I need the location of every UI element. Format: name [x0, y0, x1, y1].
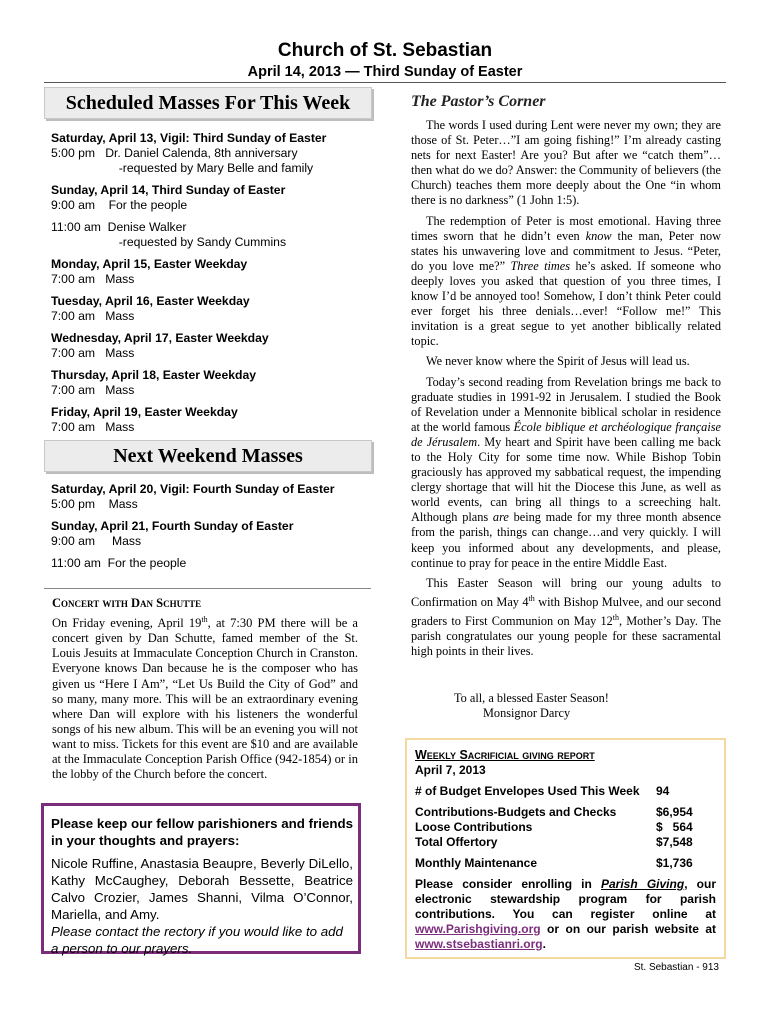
mass-line: 5:00 pm Mass [51, 497, 138, 511]
page-footer: St. Sebastian - 913 [633, 962, 719, 973]
pastor-corner-heading: The Pastor’s Corner [411, 93, 546, 110]
mass-day: Sunday, April 14, Third Sunday of Easter [51, 183, 286, 197]
page-title: Church of St. Sebastian [277, 40, 493, 61]
mass-day: Sunday, April 21, Fourth Sunday of Easter [51, 519, 294, 533]
signoff-greeting: To all, a blessed Easter Season! [454, 691, 609, 705]
next-weekend-list [51, 482, 369, 578]
mass-line: 7:00 am Mass [51, 346, 135, 360]
mass-line: 5:00 pm Dr. Daniel Calenda, 8th anniversary [51, 146, 298, 160]
giving-row-value: $ 564 [656, 820, 693, 834]
giving-row-value: 94 [656, 784, 670, 798]
pastor-paragraph: This Easter Season will bring our young adults to Confirmation on May 4th with Bishop Mulvee, and our second graders to First Communion on May 12th, Mother’s Day. The parish congratulates our young people for these sacramental high points in their lives. [411, 575, 722, 659]
giving-row [415, 805, 716, 820]
masses-heading: Scheduled Masses For This Week [44, 87, 372, 119]
prayer-heading: Please keep our fellow parishioners and friends in your thoughts and prayers: [51, 816, 353, 848]
mass-line: -requested by Mary Belle and family [51, 161, 314, 175]
mass-group [51, 131, 369, 176]
mass-schedule-list [51, 131, 369, 442]
mass-group [51, 183, 369, 213]
page-subtitle: April 14, 2013 — Third Sunday of Easter [247, 64, 523, 80]
mass-line: 7:00 am Mass [51, 420, 135, 434]
pastor-paragraph: Today’s second reading from Revelation brings me back to graduate studies in 1991-92 in Jerusalem. I studied the Book of Revelation under a Mennonite biblical scholar in residence at the world famous École biblique et archéologique française de Jérusalem. My heart and Spirit have been calling me back to the Holy City for some time now. While Bishop Tobin graciously has approved my sabbatical request, the impending clergy shortage that will hit the Diocese this June, as well as world events, can bring all things to a screeching halt. Although plans are being made for my three month absence from the parish, things can change…and very quickly. I will keep you informed about any developments, and please, continue to pray for peace in the entire Middle East. [411, 374, 722, 570]
mass-line: 7:00 am Mass [51, 309, 135, 323]
giving-row-value: $7,548 [656, 835, 693, 849]
parish-website-link[interactable]: www.stsebastianri.org [415, 937, 543, 951]
mass-group [51, 257, 369, 287]
mass-group [51, 368, 369, 398]
giving-note-text: Please consider enrolling in [415, 877, 601, 891]
giving-report-table [415, 784, 716, 871]
mass-group [51, 405, 369, 435]
giving-report-date: April 7, 2013 [415, 763, 486, 777]
concert-body: On Friday evening, April 19th, at 7:30 PM there will be a concert given by Dan Schutte, famed member of the St. Louis Jesuits at Immaculate Conception Church in Cranston. Everyone knows Dan because he is the composer who has given us “Here I Am”, “Let Us Build the City of God” and so many, many more. This will be an extraordinary evening where Dan will explore with his listeners the wonderful songs of his new album. This will be an evening you will not want to miss. Tickets for this event are $10 and are available at the Immaculate Conception Parish Office (942-1854) or in the lobby of the Church before the concert. [52, 615, 358, 782]
giving-row [415, 820, 716, 835]
mass-line: 7:00 am Mass [51, 383, 135, 397]
header-divider [44, 82, 726, 83]
mass-line: 11:00 am Denise Walker [51, 220, 187, 234]
next-weekend-heading: Next Weekend Masses [44, 440, 372, 472]
pastor-signoff [411, 691, 721, 721]
giving-report-title: Weekly Sacrificial giving report [415, 748, 595, 762]
prayer-note: Please contact the rectory if you would like to add a person to our prayers. [51, 924, 343, 956]
prayer-box [41, 803, 361, 954]
giving-row [415, 856, 716, 871]
mass-day: Wednesday, April 17, Easter Weekday [51, 331, 269, 345]
giving-note [415, 877, 716, 952]
prayer-names: Nicole Ruffine, Anastasia Beaupre, Beverly DiLello, Kathy McCaughey, Deborah Bessette, Beatrice Calvo Crozier, James Shanni, Vilma O’Connor, Mariella, and Amy. [51, 856, 353, 922]
mass-day: Thursday, April 18, Easter Weekday [51, 368, 257, 382]
pastor-paragraph: The redemption of Peter is most emotional. Having three times sworn that he didn’t even know the man, Peter now states his unwavering love and commitment to Jesus. “Peter, do you love me?” Three times he’s asked. If someone who deeply loves you asked that question of you three times, I know I’d be annoyed too! Somehow, I don’t think Peter could ever forget his three denials…ever! “Follow me!” This invitation is a great segue to yet another biblically related topic. [411, 213, 721, 349]
mass-group [51, 294, 369, 324]
giving-row-value: $6,954 [656, 805, 693, 819]
giving-note-text: or on our parish website at [540, 922, 716, 936]
giving-row-label: Total Offertory [415, 835, 498, 849]
mass-group [51, 519, 369, 549]
concert-heading: Concert with Dan Schutte [52, 596, 202, 610]
giving-row-label: Monthly Maintenance [415, 856, 538, 870]
mass-group [51, 556, 369, 571]
mass-group [51, 331, 369, 361]
mass-line: 11:00 am For the people [51, 556, 187, 570]
pastor-paragraph: The words I used during Lent were never my own; they are those of St. Peter…”I am going fishing!” I’m already casting nets for next Easter! Are you? But after we “catch them”… then what do we do? Answer: the Community of believers (the Church) teaches them more deeply about the One “in whom there is no darkness” (1 John 1:5). [411, 118, 721, 208]
mass-day: Friday, April 19, Easter Weekday [51, 405, 238, 419]
mass-line: 7:00 am Mass [51, 272, 135, 286]
parish-giving-label: Parish Giving [601, 877, 685, 891]
giving-row-label: Loose Contributions [415, 820, 533, 834]
giving-row [415, 784, 716, 799]
giving-row-label: Contributions-Budgets and Checks [415, 805, 617, 819]
mass-group [51, 220, 369, 250]
giving-row-label: # of Budget Envelopes Used This Week [415, 784, 640, 798]
giving-row-value: $1,736 [656, 856, 693, 870]
giving-row [415, 835, 716, 850]
mass-day: Saturday, April 20, Vigil: Fourth Sunday of Easter [51, 482, 335, 496]
mass-day: Saturday, April 13, Vigil: Third Sunday of Easter [51, 131, 327, 145]
parishgiving-link[interactable]: www.Parishgiving.org [415, 922, 541, 936]
giving-report-box [405, 738, 726, 959]
pastor-corner-body [411, 118, 721, 664]
giving-note-text: , our electronic stewardship program for parish contributions. You can register online at [415, 877, 717, 921]
giving-note-text: . [542, 937, 546, 951]
mass-line: 9:00 am For the people [51, 198, 188, 212]
mass-day: Monday, April 15, Easter Weekday [51, 257, 248, 271]
mass-day: Tuesday, April 16, Easter Weekday [51, 294, 250, 308]
pastor-paragraph: We never know where the Spirit of Jesus will lead us. [426, 354, 690, 369]
signoff-name: Monsignor Darcy [483, 706, 571, 720]
mass-line: -requested by Sandy Cummins [51, 235, 287, 249]
mass-line: 9:00 am Mass [51, 534, 142, 548]
mass-group [51, 482, 369, 512]
